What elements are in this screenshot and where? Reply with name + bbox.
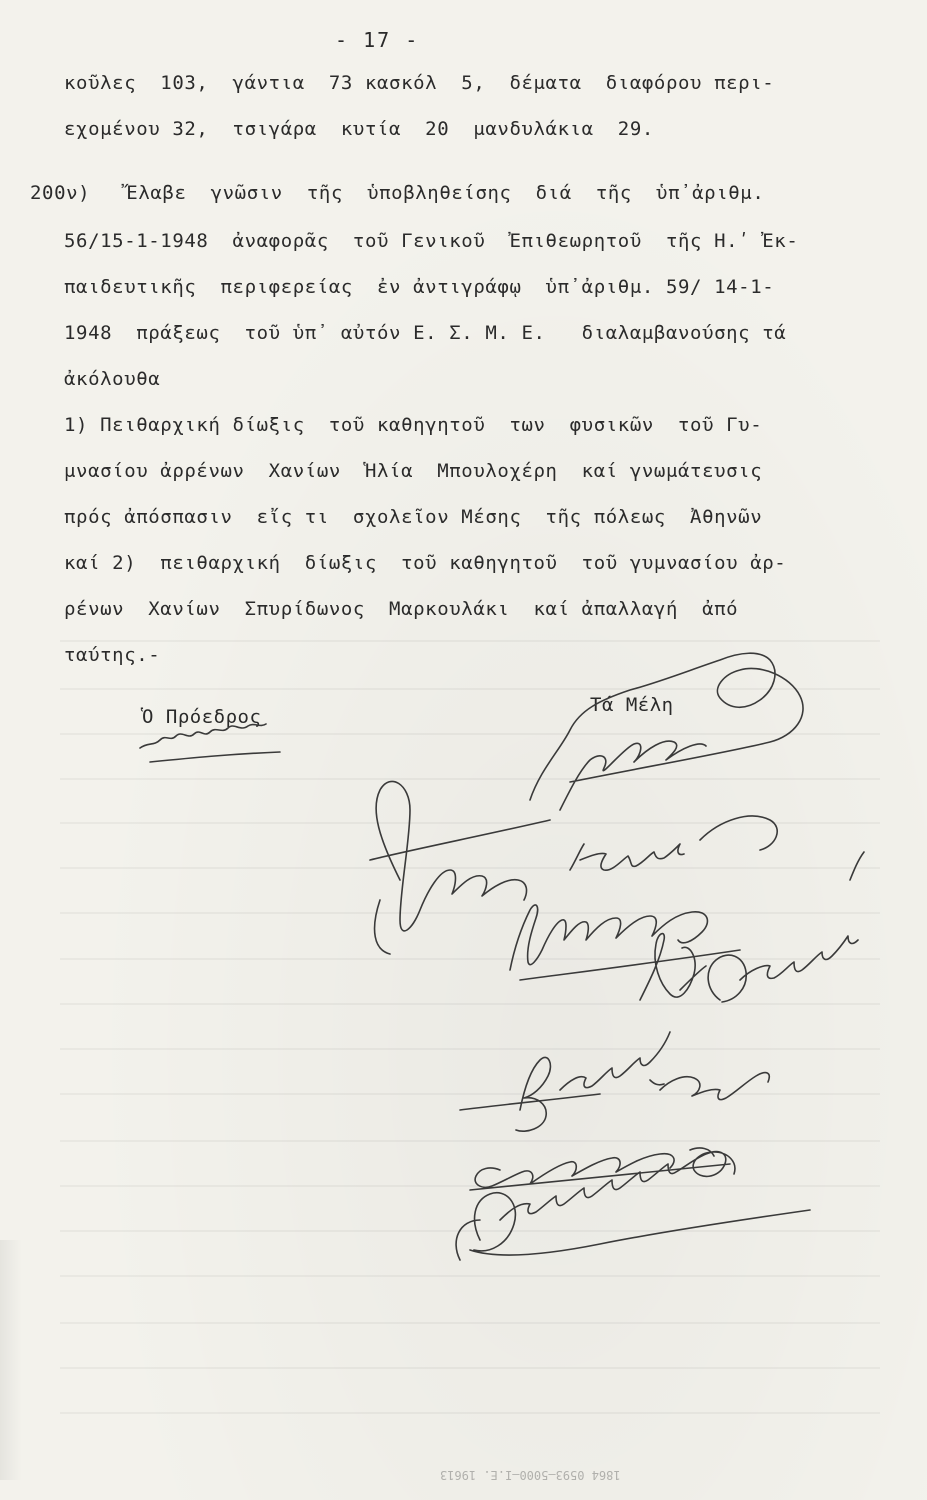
text-line: κοῦλες 103, γάντια 73 κασκόλ 5, δέματα διαφόρου περι- xyxy=(64,72,775,94)
text-line: ἀκόλουθα xyxy=(64,368,161,390)
member-signature-10 xyxy=(456,1152,810,1260)
text-line: 200ν) Ἔλαβε γνῶσιν τῆς ὑποβληθείσης διά τῆς ὑπ᾽ἀριθμ. xyxy=(30,182,765,204)
text-line: μνασίου ἀρρένων Χανίων Ἡλία Μπουλοχέρη καί γνωμάτευσις xyxy=(64,460,763,482)
text-line: ταύτης.- xyxy=(64,644,161,666)
members-label: Τά Μέλη xyxy=(590,694,674,716)
member-signature-4 xyxy=(510,816,777,980)
member-signature-8 xyxy=(650,1073,769,1100)
member-signature-7 xyxy=(460,1032,670,1131)
member-signature-6 xyxy=(708,852,864,1002)
chairman-label: Ὁ Πρόεδρος xyxy=(142,706,262,728)
text-line: ρένων Χανίων Σπυρίδωνος Μαρκουλάκι καί ἀπαλλαγή ἀπό xyxy=(64,598,739,620)
text-line: εχομένου 32, τσιγάρα κυτία 20 μανδυλάκια 29. xyxy=(64,118,654,140)
page-number: - 17 - xyxy=(335,28,420,52)
text-line: 56/15-1-1948 ἀναφορᾶς τοῦ Γενικοῦ Ἐπιθεωρητοῦ τῆς Η.ʹ Ἐκ- xyxy=(64,230,799,252)
member-signature-2 xyxy=(370,781,550,954)
binding-shadow xyxy=(0,1240,22,1480)
text-line: 1) Πειθαρχική δίωξις τοῦ καθηγητοῦ των φυσικῶν τοῦ Γυ- xyxy=(64,414,763,436)
member-signature-9 xyxy=(470,1148,730,1190)
text-line: παιδευτικῆς περιφερείας ἐν ἀντιγράφῳ ὑπ᾽ἀριθμ. 59/ 14-1- xyxy=(64,276,775,298)
member-signature-3 xyxy=(570,844,684,870)
member-signature-1 xyxy=(530,653,803,810)
chairman-signature xyxy=(140,724,280,762)
text-line: 1948 πράξεως τοῦ ὑπ᾽ αὐτόν Ε. Σ. Μ. Ε. διαλαμβανούσης τά xyxy=(64,322,787,344)
member-signature-5 xyxy=(640,934,706,1000)
text-line: πρός ἀπόσπασιν εἴς τι σχολεῖον Μέσης τῆς πόλεως Ἀθηνῶν xyxy=(64,506,763,528)
printer-footer: 1864 0593—5000—Ι.Ε. 19613 xyxy=(440,1468,621,1482)
text-line: καί 2) πειθαρχική δίωξις τοῦ καθηγητοῦ τοῦ γυμνασίου ἀρ- xyxy=(64,552,787,574)
